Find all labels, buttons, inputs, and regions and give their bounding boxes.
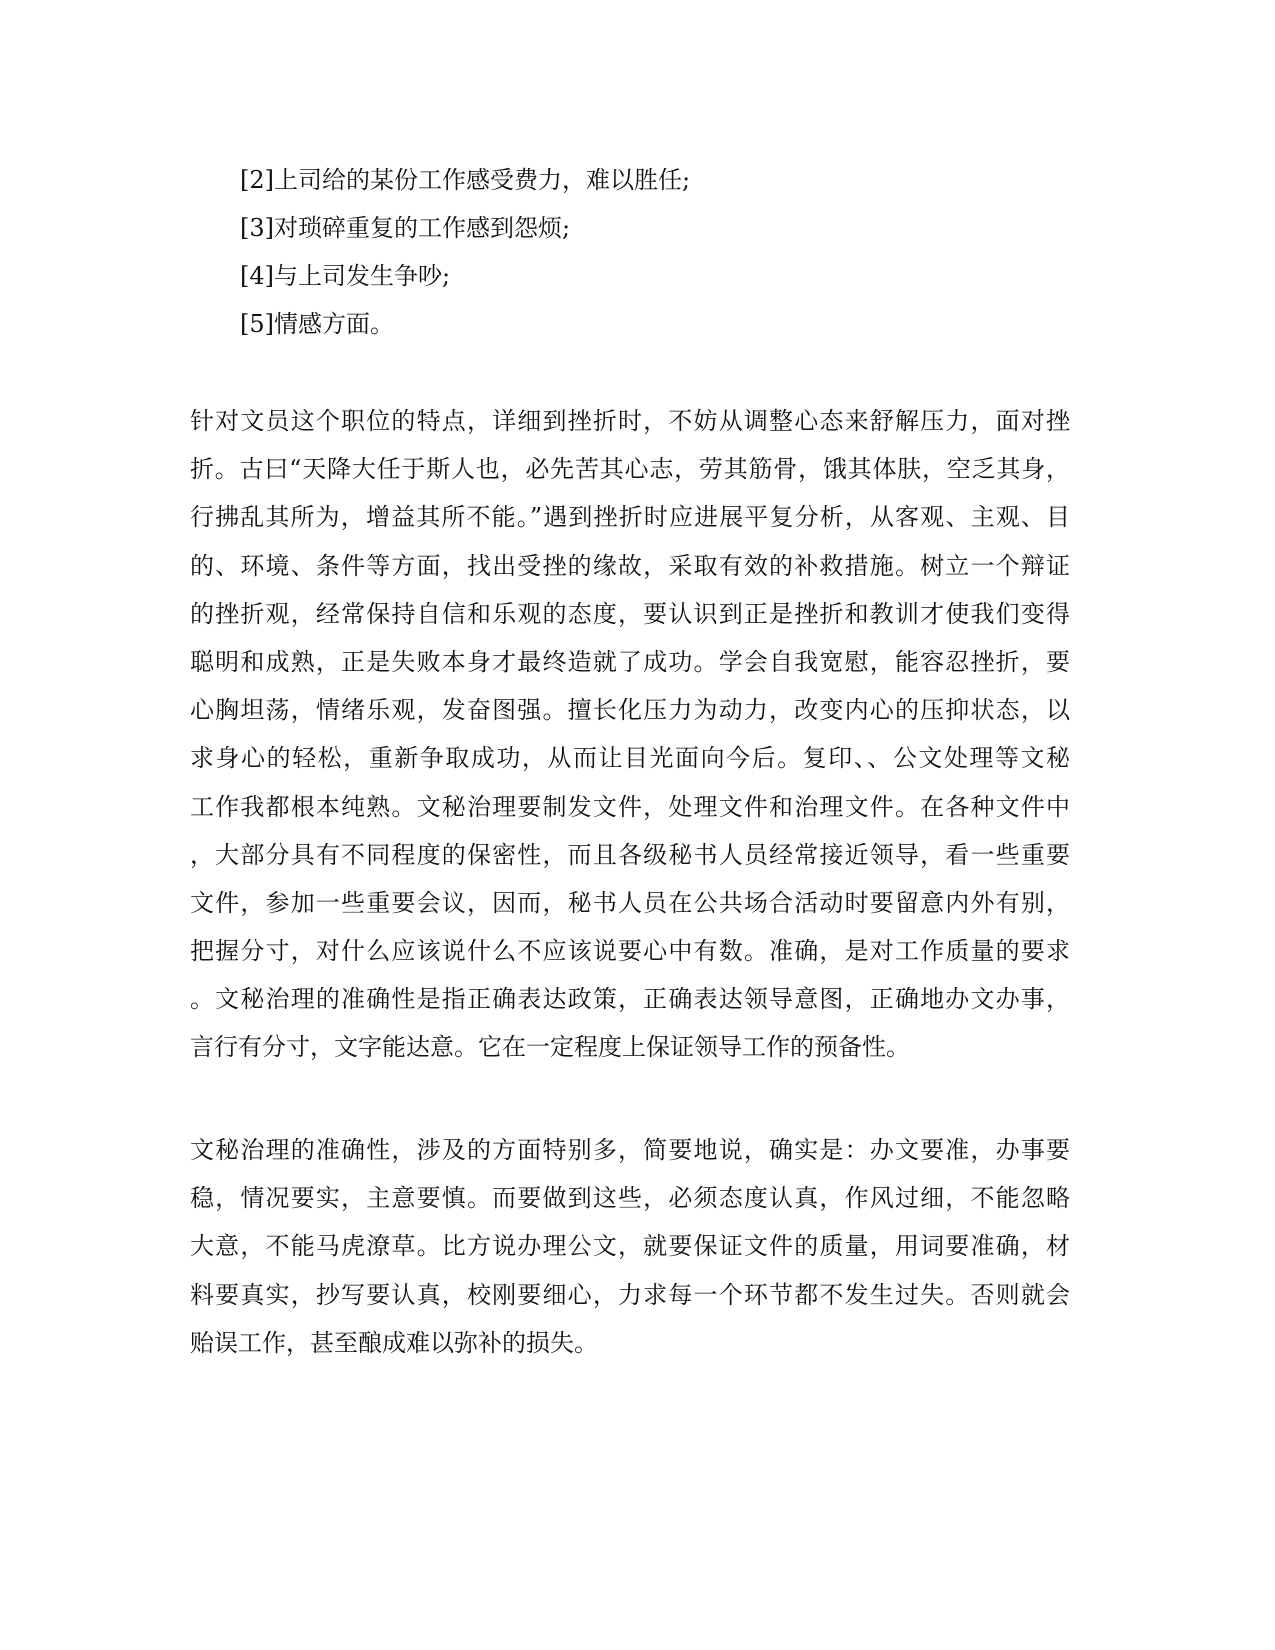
- paragraph-line: 求身心的轻松，重新争取成功，从而让目光面向今后。复印、、公文处理等文秘: [190, 744, 1070, 773]
- numbered-list: [240, 156, 1100, 348]
- paragraph-line: 的、环境、条件等方面，找出受挫的缘故，采取有效的补救措施。树立一个辩证: [190, 551, 1070, 580]
- body-paragraph-1: [190, 397, 1070, 1072]
- paragraph-line: 大意，不能马虎潦草。比方说办理公文，就要保证文件的质量，用词要准确，材: [190, 1232, 1070, 1261]
- paragraph-line: 。文秘治理的准确性是指正确表达政策，正确表达领导意图，正确地办文办事，: [190, 985, 1070, 1014]
- paragraph-line: 贻误工作，甚至酿成难以弥补的损失。: [190, 1328, 598, 1357]
- paragraph-line: 折。古曰“天降大任于斯人也，必先苦其心志，劳其筋骨，饿其体肤，空乏其身，: [190, 455, 1070, 484]
- list-item: [3]对琐碎重复的工作感到怨烦;: [240, 214, 571, 242]
- body-paragraph-2: [190, 1126, 1070, 1367]
- paragraph-line: 言行有分寸，文字能达意。它在一定程度上保证领导工作的预备性。: [190, 1033, 910, 1062]
- paragraph-line: 料要真实，抄写要认真，校刚要细心，力求每一个环节都不发生过失。否则就会: [190, 1280, 1070, 1309]
- paragraph-line: 聪明和成熟，正是失败本身才最终造就了成功。学会自我宽慰，能容忍挫折，要: [190, 647, 1070, 676]
- paragraph-line: 文秘治理的准确性，涉及的方面特别多，简要地说，确实是：办文要准，办事要: [190, 1136, 1070, 1164]
- paragraph-line: 的挫折观，经常保持自信和乐观的态度，要认识到正是挫折和教训才使我们变得: [190, 599, 1070, 628]
- paragraph-line: 工作我都根本纯熟。文秘治理要制发文件，处理文件和治理文件。在各种文件中: [190, 792, 1070, 821]
- paragraph-line: 心胸坦荡，情绪乐观，发奋图强。擅长化压力为动力，改变内心的压抑状态，以: [190, 696, 1070, 725]
- paragraph-line: 行拂乱其所为，增益其所不能。”遇到挫折时应进展平复分析，从客观、主观、目: [190, 503, 1070, 532]
- list-item: [5]情感方面。: [240, 310, 394, 338]
- list-item: [4]与上司发生争吵;: [240, 262, 451, 290]
- paragraph-line: ，大部分具有不同程度的保密性，而且各级秘书人员经常接近领导，看一些重要: [190, 840, 1070, 869]
- paragraph-line: 把握分寸，对什么应该说什么不应该说要心中有数。准确，是对工作质量的要求: [190, 937, 1070, 966]
- paragraph-line: 文件，参加一些重要会议，因而，秘书人员在公共场合活动时要留意内外有别，: [190, 888, 1070, 917]
- list-item: [2]上司给的某份工作感受费力，难以胜任;: [240, 166, 691, 194]
- paragraph-line: 针对文员这个职位的特点，详细到挫折时，不妨从调整心态来舒解压力，面对挫: [190, 407, 1070, 435]
- paragraph-line: 稳，情况要实，主意要慎。而要做到这些，必须态度认真，作风过细，不能忽略: [190, 1184, 1070, 1213]
